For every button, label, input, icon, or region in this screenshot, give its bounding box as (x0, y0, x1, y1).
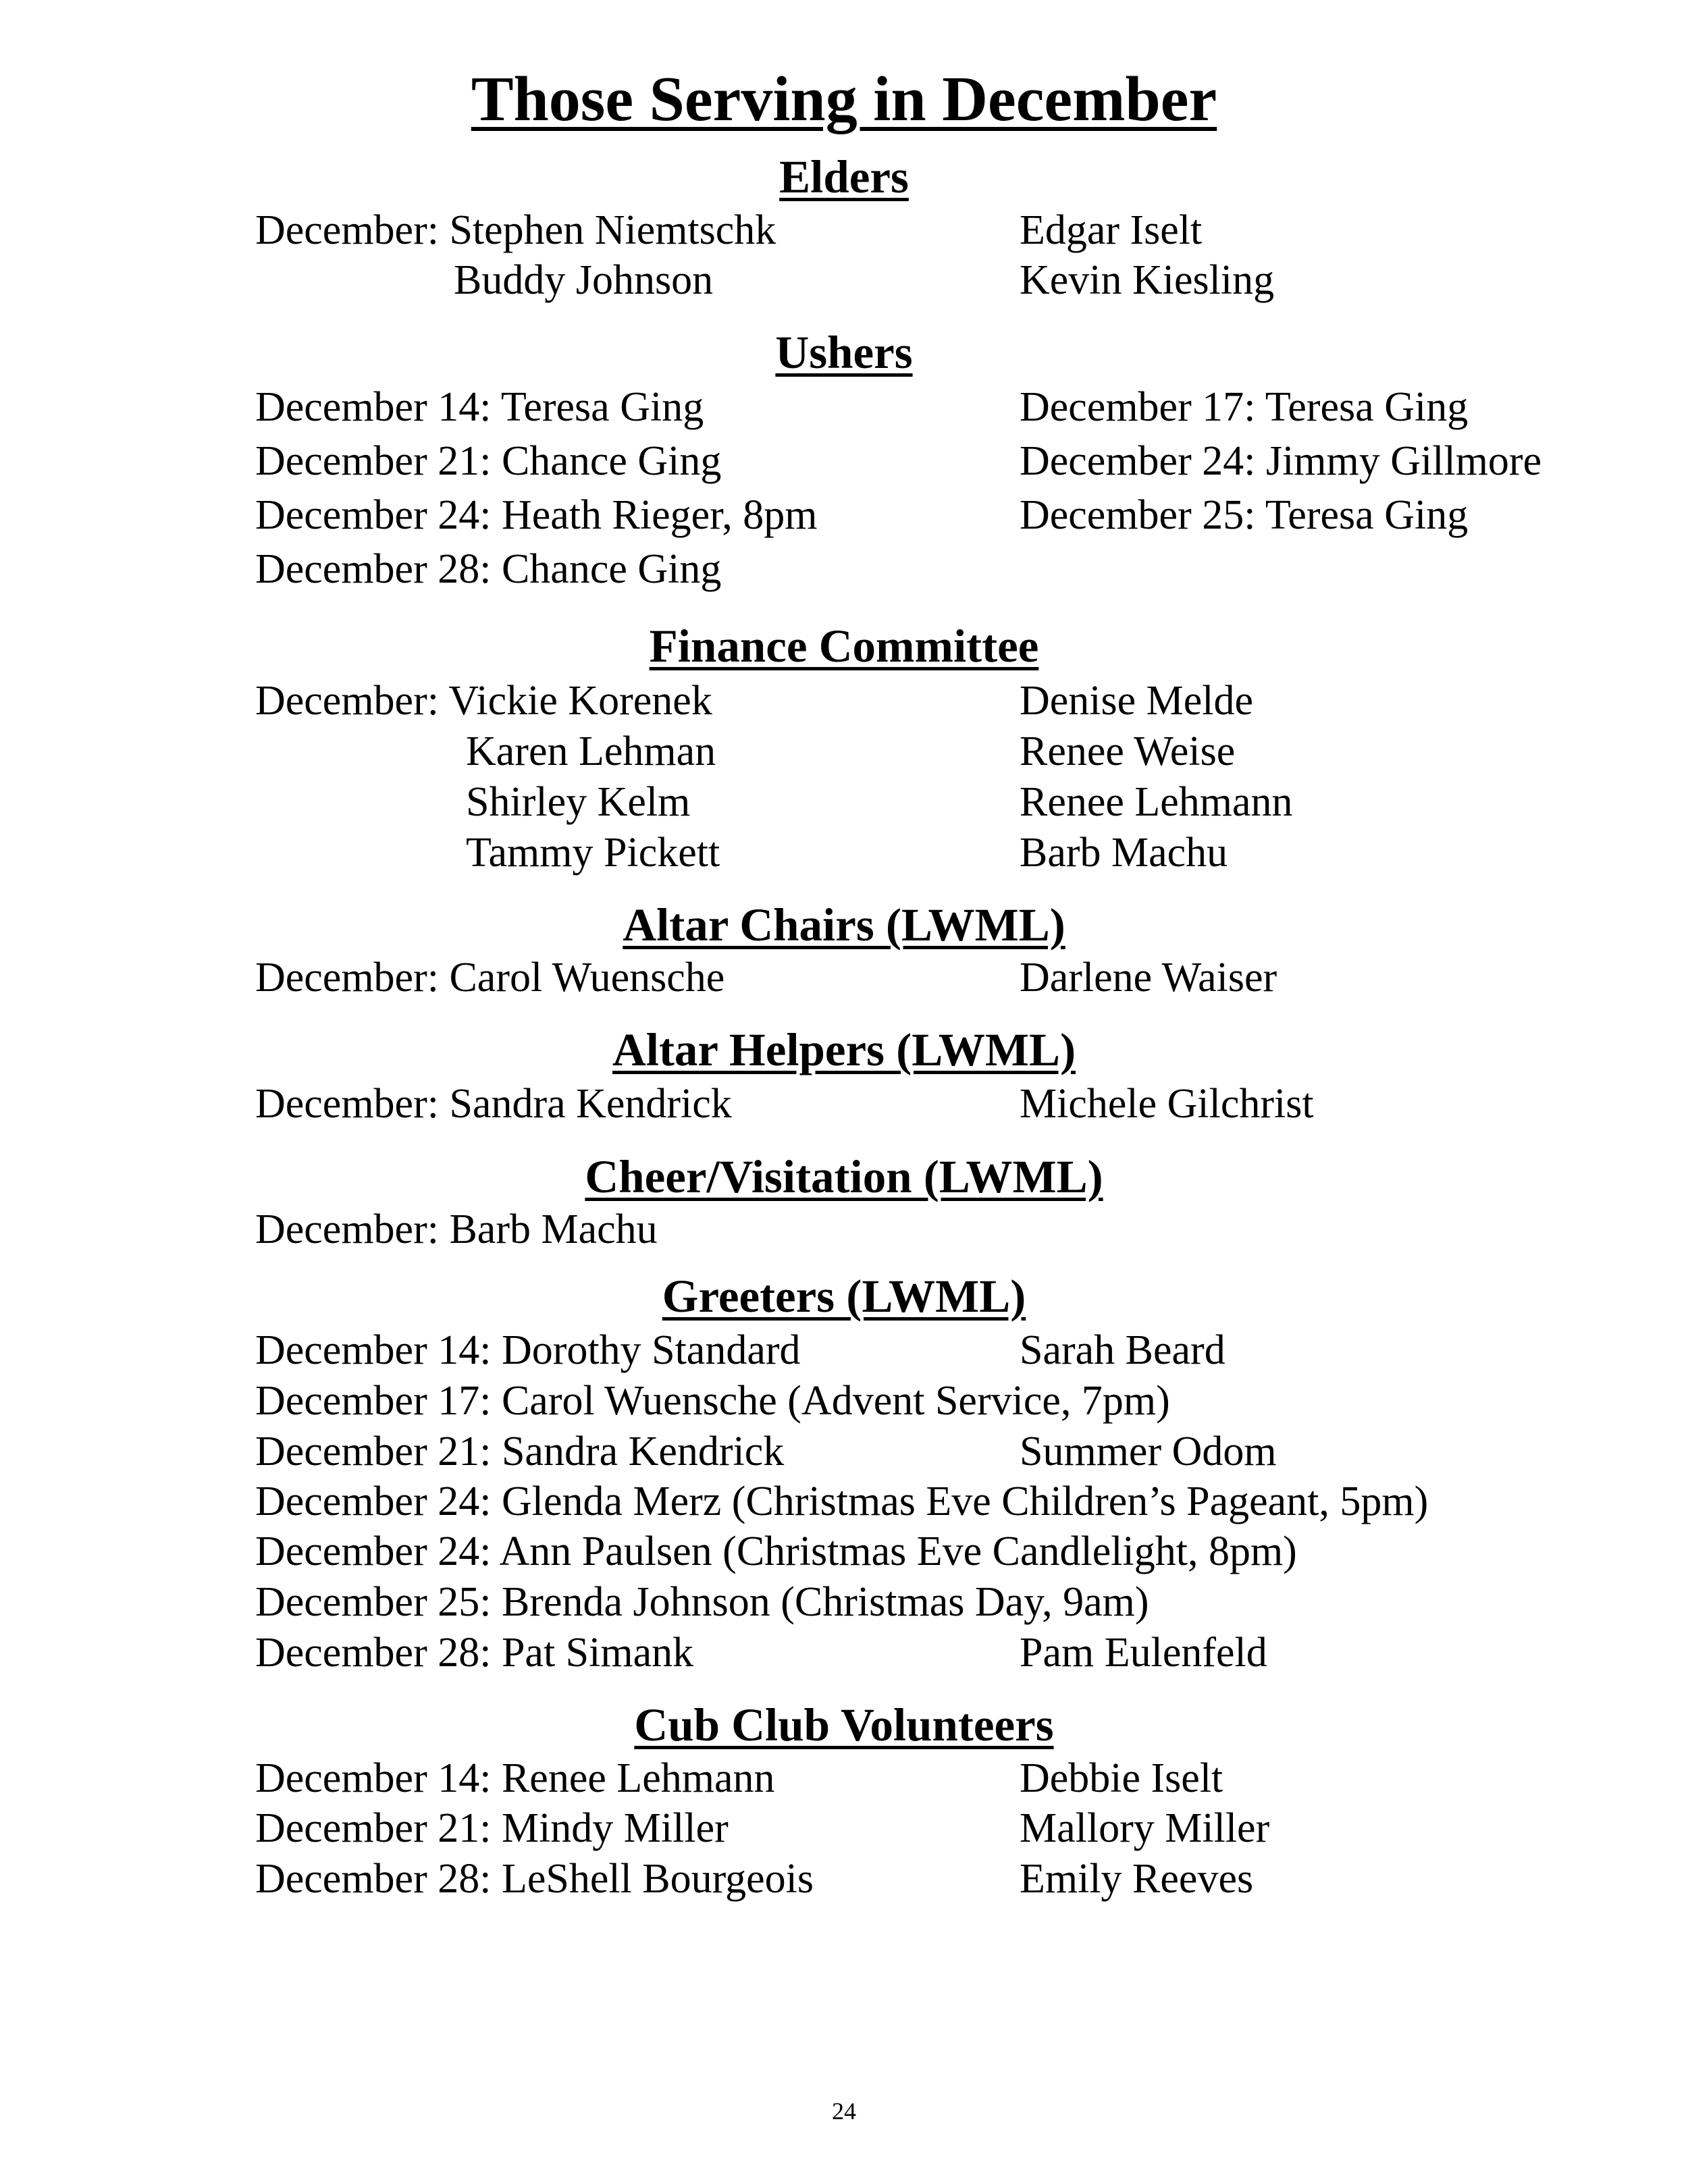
greeters-row (0, 1426, 1688, 1477)
greeters-row (0, 1476, 1688, 1527)
heading-cheer-visitation: Cheer/Visitation (LWML) (585, 1151, 1103, 1202)
greeters-row-left: December 28: Pat Simank (255, 1630, 694, 1676)
greeters-row-left: December 24: Ann Paulsen (Christmas Eve Candlelight, 8pm) (255, 1528, 1297, 1574)
finance-row (0, 675, 1688, 726)
ushers-row (0, 381, 1688, 433)
greeters-row (0, 1375, 1688, 1427)
ushers-row-left: December 24: Heath Rieger, 8pm (255, 492, 818, 538)
finance-row-right: Renee Weise (1020, 728, 1236, 774)
elders-row (0, 255, 1688, 306)
ushers-row (0, 543, 1688, 595)
greeters-row-right: Pam Eulenfeld (1020, 1630, 1267, 1676)
cub-club-row (0, 1753, 1688, 1804)
ushers-row-left: December 28: Chance Ging (255, 546, 722, 592)
ushers-row-right: December 24: Jimmy Gillmore (1020, 438, 1542, 484)
heading-finance-committee: Finance Committee (649, 620, 1039, 672)
cub-club-row (0, 1853, 1688, 1905)
altar-helpers-row-right: Michele Gilchrist (1020, 1081, 1314, 1127)
greeters-row-left: December 14: Dorothy Standard (255, 1327, 801, 1373)
elders-row-right: Edgar Iselt (1020, 207, 1203, 253)
elders-row-right: Kevin Kiesling (1020, 257, 1275, 303)
cub-club-row-right: Emily Reeves (1020, 1856, 1254, 1902)
altar-chairs-row-right: Darlene Waiser (1020, 955, 1277, 1001)
altar-chairs-row-left: December: Carol Wuensche (255, 955, 725, 1001)
greeters-row (0, 1627, 1688, 1678)
cub-club-row-left: December 28: LeShell Bourgeois (255, 1856, 814, 1902)
cub-club-row-left: December 14: Renee Lehmann (255, 1755, 775, 1801)
greeters-row (0, 1325, 1688, 1376)
finance-row (0, 776, 1688, 828)
elders-row-left: December: Stephen Niemtschk (255, 207, 776, 253)
finance-row-right: Barb Machu (1020, 830, 1228, 876)
greeters-row (0, 1526, 1688, 1577)
elders-row (0, 205, 1688, 256)
heading-elders: Elders (779, 151, 909, 203)
finance-row-left: December: Vickie Korenek (255, 678, 712, 724)
heading-cub-club-volunteers: Cub Club Volunteers (634, 1699, 1054, 1751)
elders-row-left: Buddy Johnson (454, 257, 714, 303)
ushers-row-right: December 17: Teresa Ging (1020, 384, 1469, 430)
cub-club-row-right: Mallory Miller (1020, 1805, 1270, 1851)
finance-row-right: Denise Melde (1020, 678, 1254, 724)
greeters-row-left: December 17: Carol Wuensche (Advent Service, 7pm) (255, 1378, 1170, 1424)
page-title: Those Serving in December (471, 64, 1217, 134)
greeters-row (0, 1576, 1688, 1628)
finance-row-left: Tammy Pickett (466, 830, 720, 876)
ushers-row (0, 435, 1688, 487)
greeters-row-left: December 24: Glenda Merz (Christmas Eve Children’s Pageant, 5pm) (255, 1479, 1429, 1524)
ushers-row-left: December 21: Chance Ging (255, 438, 722, 484)
altar-helpers-row (0, 1078, 1688, 1129)
altar-helpers-row-left: December: Sandra Kendrick (255, 1081, 732, 1127)
altar-chairs-row (0, 952, 1688, 1003)
greeters-row-left: December 25: Brenda Johnson (Christmas Day, 9am) (255, 1579, 1149, 1625)
finance-row-left: Karen Lehman (466, 728, 716, 774)
heading-altar-chairs: Altar Chairs (LWML) (623, 899, 1065, 951)
page-number: 24 (832, 2098, 856, 2125)
greeters-row-right: Sarah Beard (1020, 1327, 1225, 1373)
heading-ushers: Ushers (775, 327, 913, 378)
ushers-row (0, 489, 1688, 541)
finance-row-left: Shirley Kelm (466, 779, 691, 825)
ushers-row-left: December 14: Teresa Ging (255, 384, 704, 430)
finance-row (0, 827, 1688, 878)
heading-greeters: Greeters (LWML) (662, 1271, 1026, 1322)
finance-row-right: Renee Lehmann (1020, 779, 1293, 825)
cheer-row-left: December: Barb Machu (255, 1206, 658, 1252)
ushers-row-right: December 25: Teresa Ging (1020, 492, 1469, 538)
cub-club-row (0, 1803, 1688, 1854)
heading-altar-helpers: Altar Helpers (LWML) (612, 1024, 1076, 1075)
greeters-row-right: Summer Odom (1020, 1429, 1277, 1474)
cub-club-row-left: December 21: Mindy Miller (255, 1805, 729, 1851)
finance-row (0, 726, 1688, 777)
greeters-row-left: December 21: Sandra Kendrick (255, 1429, 785, 1474)
cheer-row (0, 1204, 1688, 1255)
cub-club-row-right: Debbie Iselt (1020, 1755, 1223, 1801)
